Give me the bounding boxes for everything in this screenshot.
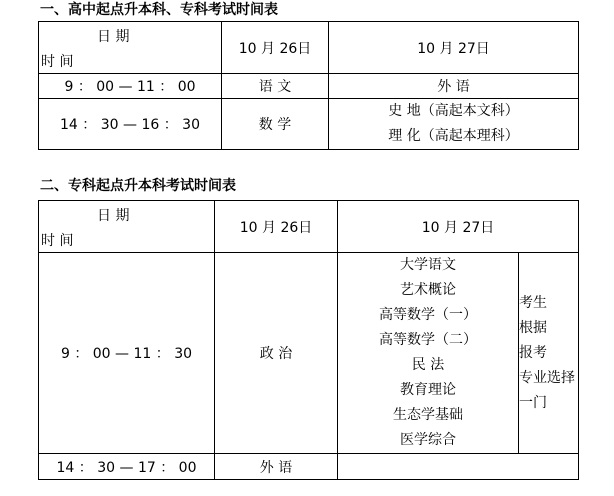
subject-list-cell (338, 253, 519, 454)
subject-item: 高等数学（二） (379, 332, 477, 348)
subject-cell: 语 文 (222, 74, 329, 99)
schedule-table-2 (38, 200, 579, 480)
section1-title: 一、高中起点升本科、专科考试时间表 (40, 2, 278, 18)
subject-cell: 政 治 (215, 253, 338, 454)
note-line: 一门 (519, 394, 547, 411)
table-row (39, 454, 579, 480)
table-row (39, 99, 579, 150)
header-corner-cell (39, 22, 222, 74)
day1-header: 10 月 26日 (215, 201, 338, 253)
note-line: 报考 (519, 344, 547, 361)
subject-item: 史 地（高起本文科） (388, 103, 519, 119)
subject-list-cell (329, 99, 579, 150)
note-line: 考生 (519, 294, 547, 311)
time-cell: 14 ： 30 — 17 ： 00 (39, 454, 215, 480)
note-line: 专业选择 (519, 369, 575, 386)
subject-item: 艺术概论 (400, 282, 456, 298)
table-header-row (39, 201, 579, 253)
subject-item: 理 化（高起本理科） (388, 128, 519, 144)
table-header-row (39, 22, 579, 74)
subject-cell: 外 语 (215, 454, 338, 480)
table-row (39, 74, 579, 99)
time-cell: 9 ： 00 — 11 ： 30 (39, 253, 215, 454)
subject-cell: 外 语 (329, 74, 579, 99)
subject-item: 大学语文 (400, 257, 456, 273)
subject-item: 教育理论 (400, 382, 456, 398)
subject-item: 民 法 (411, 357, 445, 373)
time-cell: 9 ： 00 — 11 ： 00 (39, 74, 222, 99)
header-corner-cell (39, 201, 215, 253)
time-cell: 14 ： 30 — 16 ： 30 (39, 99, 222, 150)
day1-header: 10 月 26日 (222, 22, 329, 74)
day2-header: 10 月 27日 (329, 22, 579, 74)
time-label: 时 间 (41, 54, 74, 70)
section2-title: 二、专科起点升本科考试时间表 (40, 178, 236, 194)
schedule-table-1 (38, 21, 579, 150)
subject-item: 生态学基础 (393, 407, 463, 423)
subject-item: 高等数学（一） (379, 307, 477, 323)
table-row (39, 253, 579, 454)
subject-cell (338, 454, 579, 480)
subject-item: 医学综合 (400, 432, 456, 448)
selection-note-cell (519, 253, 579, 454)
day2-header: 10 月 27日 (338, 201, 579, 253)
note-line: 根据 (519, 319, 547, 336)
time-label: 时 间 (41, 233, 74, 249)
subject-cell: 数 学 (222, 99, 329, 150)
date-label: 日 期 (97, 208, 130, 224)
date-label: 日 期 (97, 29, 130, 45)
